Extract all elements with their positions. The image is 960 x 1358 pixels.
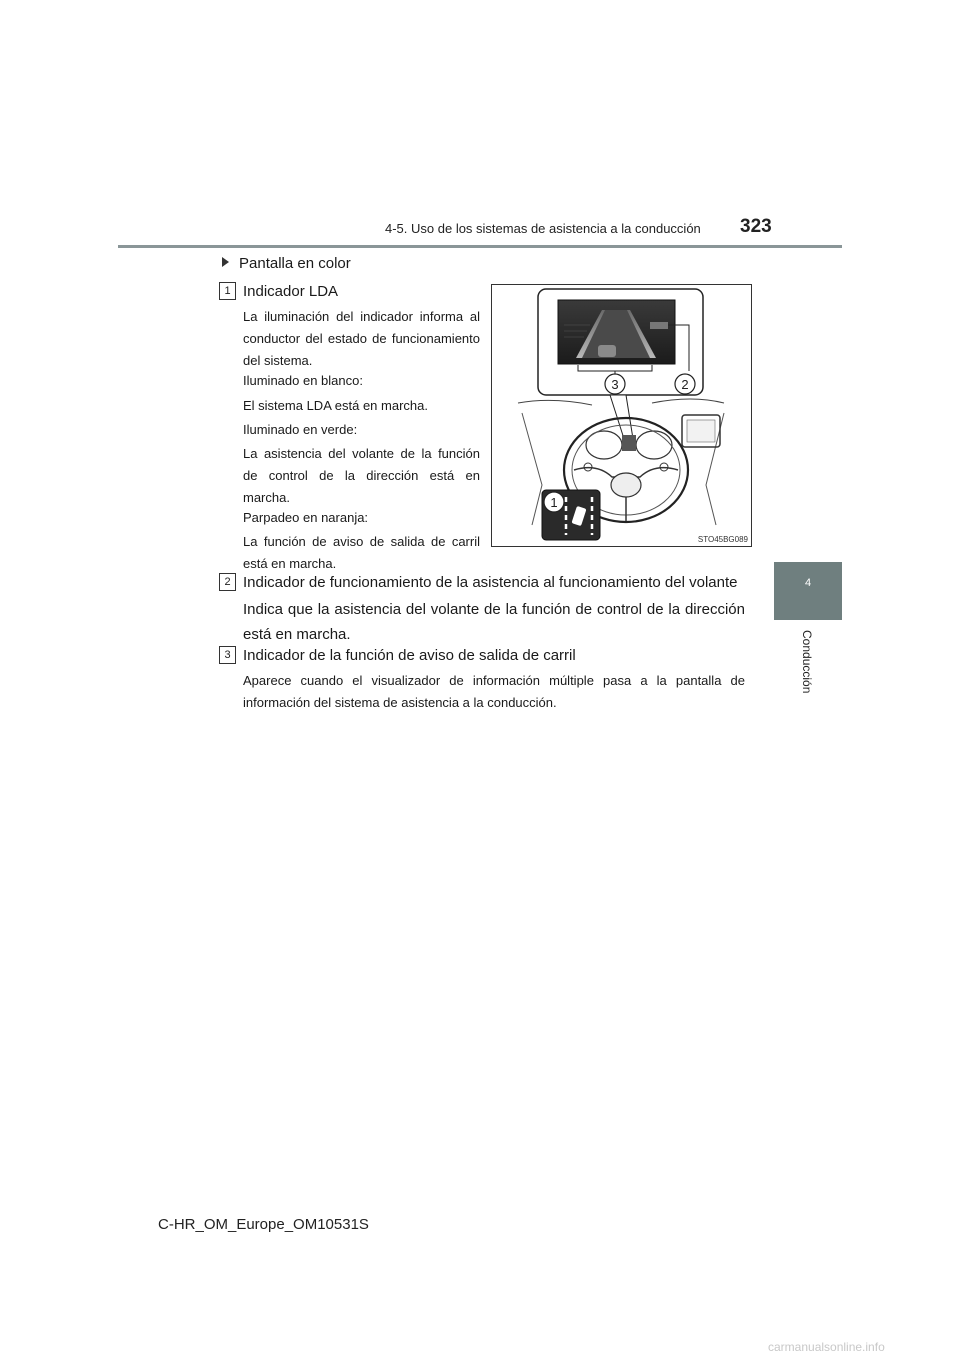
chapter-tab [774, 562, 842, 620]
document-footer: C-HR_OM_Europe_OM10531S [158, 1216, 369, 1233]
chapter-tab-number: 4 [804, 577, 812, 589]
callout-label: 3 [611, 377, 619, 392]
subheading-text: Pantalla en color [239, 255, 351, 272]
triangle-bullet-icon [222, 257, 229, 267]
item-number-badge: 3 [219, 646, 236, 664]
item-description: Iluminado en verde: [243, 422, 358, 437]
item-title: Indicador LDA [243, 283, 339, 300]
page-number: 323 [740, 216, 772, 237]
chapter-tab-label: Conducción [800, 630, 814, 694]
section-title: 4-5. Uso de los sistemas de asistencia a la conducción [385, 221, 701, 236]
item-description: La asistencia del volante de la función de control de la dirección está en marcha. [243, 446, 480, 505]
figure-code: STO45BG089 [697, 535, 748, 544]
dashboard-drawing [492, 285, 751, 546]
callout-label: 2 [681, 377, 689, 392]
subheading [222, 255, 351, 272]
watermark: carmanualsonline.info [768, 1340, 885, 1354]
item-title: Indicador de funcionamiento de la asistencia al funcionamiento del volante [243, 574, 738, 591]
item-description: La función de aviso de salida de carril está en marcha. [243, 534, 480, 571]
item-title: Indicador de la función de aviso de salida de carril [243, 647, 576, 664]
item-description: El sistema LDA está en marcha. [243, 398, 428, 413]
item-description: Iluminado en blanco: [243, 373, 363, 388]
dashboard-illustration [491, 284, 752, 547]
item-description: Parpadeo en naranja: [243, 510, 369, 525]
item-number-badge: 2 [219, 573, 236, 591]
header-divider [118, 245, 842, 248]
item-description: Aparece cuando el visualizador de información múltiple pasa a la pantalla de información del sistema de asistencia a la conducción. [243, 673, 745, 710]
item-description: Indica que la asistencia del volante de la función de control de la dirección está en marcha. [243, 601, 745, 643]
callout-label: 1 [550, 495, 558, 510]
item-number-badge: 1 [219, 282, 236, 300]
item-description: La iluminación del indicador informa al conductor del estado de funcionamiento del sistema. [243, 309, 480, 368]
